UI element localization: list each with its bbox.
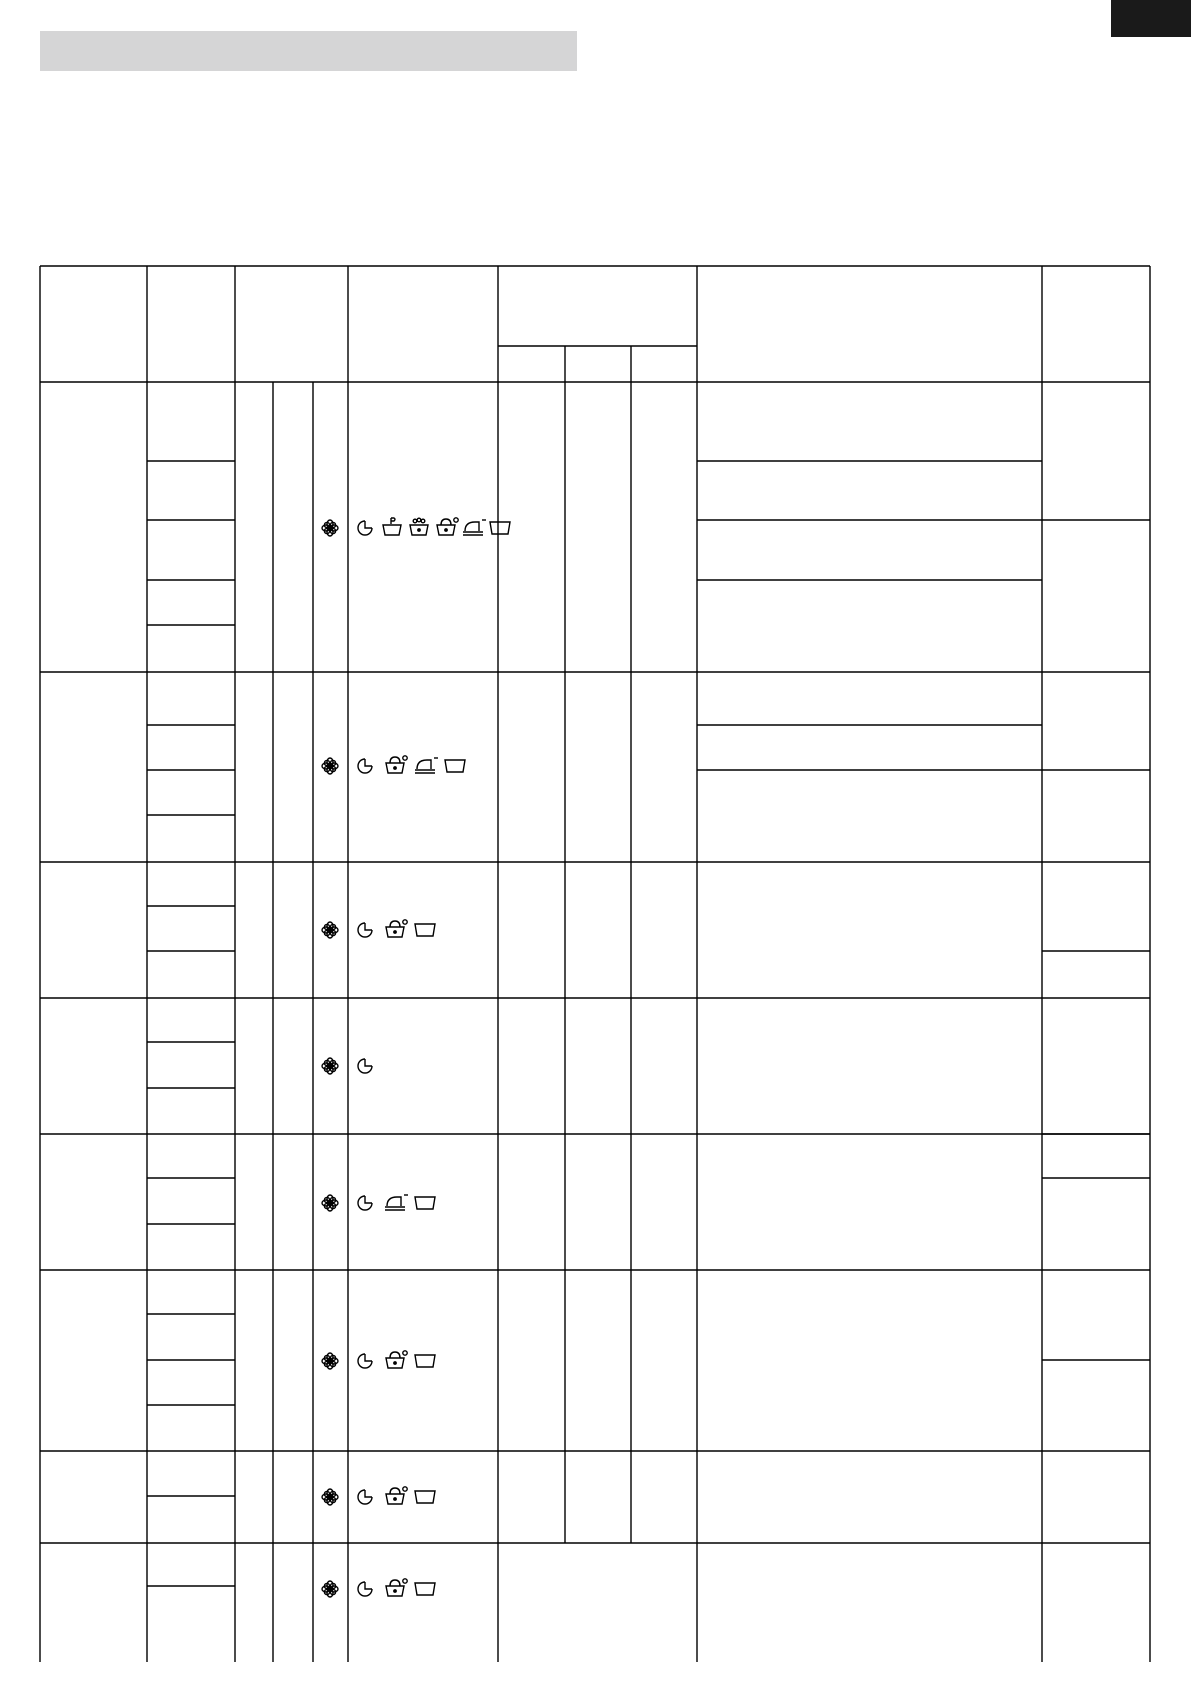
tub-icon [415,924,435,936]
iron-icon [385,1195,408,1210]
heavy-wash-tub-icon [410,518,428,535]
clock-icon [358,1582,372,1596]
wash-tub-icon [386,1351,407,1368]
wash-tub-icon [437,518,458,535]
wash-tub-icon [386,1487,407,1504]
clock-icon [358,759,372,773]
fan-icon [322,1058,338,1074]
programme-icons [322,518,510,1597]
iron-icon [415,758,438,773]
tub-icon [490,522,510,534]
iron-icon [463,520,486,535]
wash-tub-icon [386,756,407,773]
fan-icon [322,758,338,774]
fan-icon [322,1353,338,1369]
clock-icon [358,1354,372,1368]
fan-icon [322,1195,338,1211]
clock-icon [358,923,372,937]
wash-tub-icon [386,920,407,937]
tub-icon [415,1197,435,1209]
tub-icon [415,1583,435,1595]
tub-icon [415,1355,435,1367]
fan-icon [322,1489,338,1505]
fan-icon [322,1581,338,1597]
clock-icon [358,1490,372,1504]
clock-icon [358,1059,372,1073]
fan-icon [322,922,338,938]
prewash-tub-icon [383,518,401,535]
tub-icon [415,1491,435,1503]
wash-tub-icon [386,1579,407,1596]
table-grid [40,266,1150,1662]
fan-icon [322,520,338,536]
clock-icon [358,521,372,535]
clock-icon [358,1196,372,1210]
tub-icon [445,760,465,772]
